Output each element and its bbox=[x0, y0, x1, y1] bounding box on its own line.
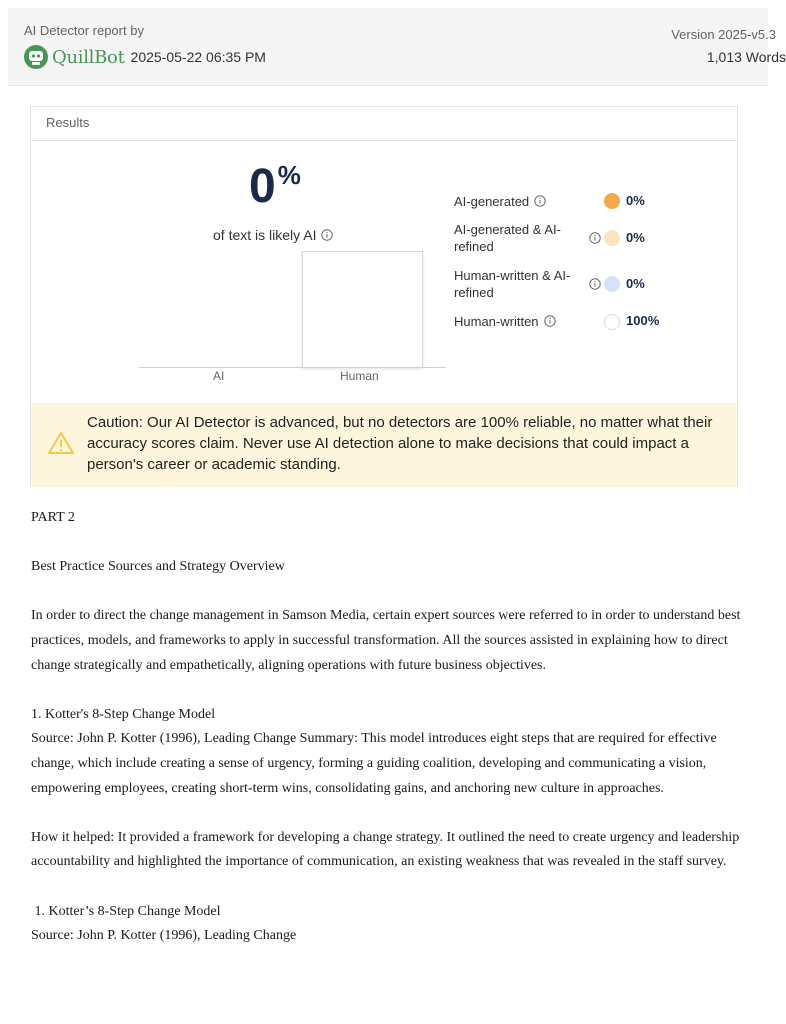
legend-value: 0% bbox=[626, 193, 645, 208]
warning-icon bbox=[47, 431, 75, 455]
caution-text: Caution: Our AI Detector is advanced, but no detectors are 100% reliable, no matter what their accuracy scores claim. Never use AI detection alone to make decisions that could impact a person's career or academic standing. bbox=[87, 414, 713, 473]
likely-ai-text: of text is likely AI bbox=[213, 227, 317, 243]
percent-sign: % bbox=[277, 160, 301, 190]
legend-label: Human-written bbox=[454, 313, 539, 329]
legend-human-written-ai-refined bbox=[454, 266, 694, 302]
legend-label-line1: AI-generated & AI- bbox=[454, 222, 561, 237]
report-label: AI Detector report by bbox=[24, 23, 144, 38]
results-title: Results bbox=[31, 107, 737, 141]
axis-label-human: Human bbox=[340, 369, 379, 383]
chart-baseline bbox=[139, 367, 446, 368]
version-label: Version 2025-v5.3 bbox=[671, 27, 776, 42]
axis-label-ai: AI bbox=[213, 369, 225, 383]
results-card bbox=[30, 106, 738, 487]
item-title: 1. Kotter's 8-Step Change Model bbox=[31, 706, 216, 722]
quillbot-logo-icon bbox=[24, 45, 48, 69]
legend-label-line1: Human-written & AI- bbox=[454, 268, 571, 283]
legend-label-line2: refined bbox=[454, 285, 494, 300]
section-heading: Best Practice Sources and Strategy Overview bbox=[31, 559, 285, 575]
intro-paragraph: In order to direct the change management in Samson Media, certain expert sources were referred to in order to understand best practices, models, and frameworks to apply in successful transformation. All the sources assisted in explaining how to direct change strategically and empathetically, aligning operations with future business objectives. bbox=[31, 608, 741, 673]
legend-label-line2: refined bbox=[454, 239, 494, 254]
legend-ai-generated bbox=[454, 192, 694, 210]
legend-dot-human-written bbox=[604, 314, 620, 330]
caution-banner bbox=[31, 403, 737, 487]
info-icon[interactable] bbox=[321, 229, 333, 241]
legend-value: 0% bbox=[626, 276, 645, 291]
legend-value: 0% bbox=[626, 230, 645, 245]
document-body bbox=[31, 506, 741, 949]
likely-ai-label bbox=[213, 227, 333, 243]
report-header bbox=[8, 8, 786, 86]
legend-human-written bbox=[454, 312, 694, 330]
human-bar bbox=[302, 251, 423, 368]
legend-label: AI-generated bbox=[454, 193, 530, 209]
word-count: 1,013 Words bbox=[706, 49, 786, 65]
info-icon[interactable] bbox=[534, 195, 546, 207]
item-title: 1. Kotter’s 8-Step Change Model bbox=[31, 903, 221, 919]
legend-dot-ai-refined bbox=[604, 230, 620, 246]
item-body: Source: John P. Kotter (1996), Leading Change Summary: This model introduces eight steps that are required for effective change, which include creating a sense of urgency, forming a guiding coalition, developing and communicating a vision, empowering employees, creating short-term wins, consolidating gains, and anchoring new culture in approaches. bbox=[31, 731, 717, 796]
legend-value: 100% bbox=[626, 313, 660, 328]
part-label: PART 2 bbox=[31, 510, 75, 525]
legend-dot-ai-generated bbox=[604, 193, 620, 209]
item-help-paragraph: How it helped: It provided a framework for developing a change strategy. It outlined the need to create urgency and leadership accountability and highlighted the importance of communication, an existing weakness that was revealed in the staff survey. bbox=[31, 829, 740, 870]
brand-name: QuillBot bbox=[52, 46, 125, 68]
info-icon[interactable] bbox=[589, 278, 601, 290]
legend-label bbox=[454, 221, 561, 255]
ai-percent-value: 0 bbox=[249, 160, 276, 213]
info-icon[interactable] bbox=[544, 315, 556, 327]
report-timestamp: 2025-05-22 06:35 PM bbox=[130, 49, 266, 65]
legend-dot-human-ai-refined bbox=[604, 276, 620, 292]
brand bbox=[24, 45, 266, 69]
info-icon[interactable] bbox=[589, 232, 601, 244]
ai-percentage bbox=[249, 162, 301, 211]
legend-ai-generated-ai-refined bbox=[454, 220, 694, 256]
item-source: Source: John P. Kotter (1996), Leading Change bbox=[31, 928, 297, 944]
legend-label bbox=[454, 267, 570, 301]
